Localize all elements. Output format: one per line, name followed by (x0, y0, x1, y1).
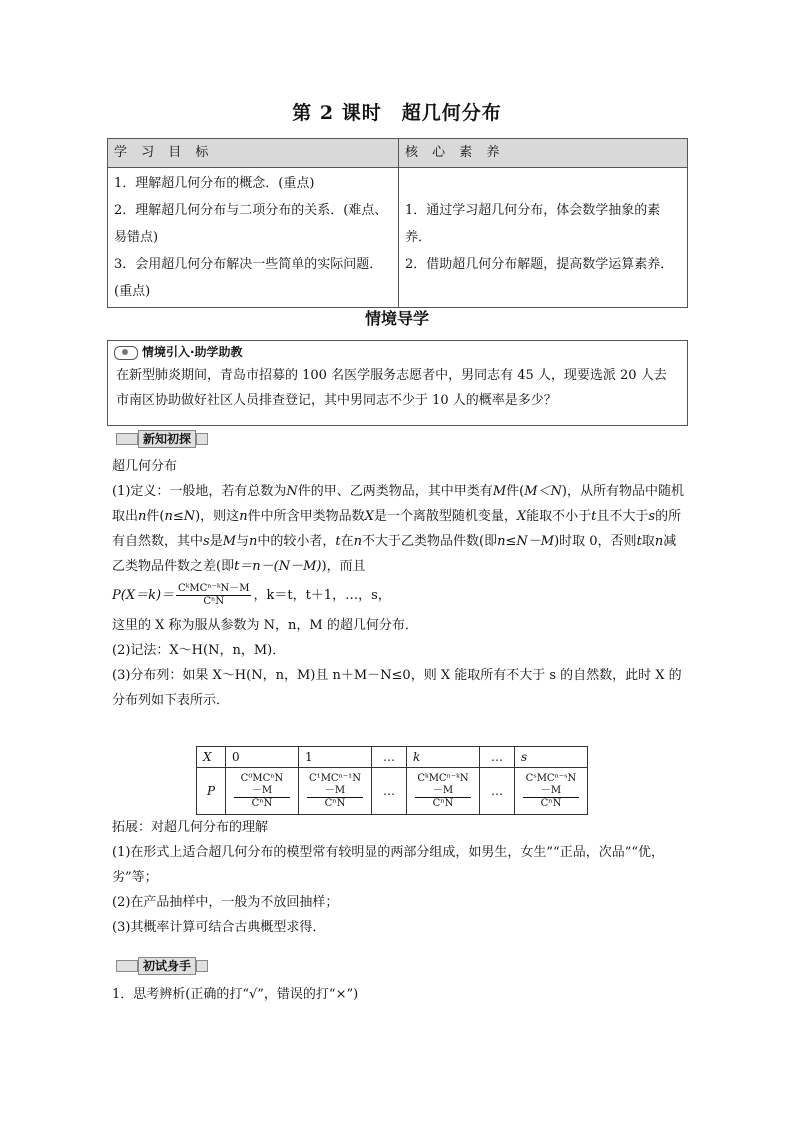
dist-cell: … (480, 747, 515, 768)
tag-new-label: 新知初探 (138, 430, 196, 448)
literacy-item: 2．借助超几何分布解题，提高数学运算素养． (405, 257, 674, 272)
intro-heading-text: 情境引入·助学助教 (142, 345, 243, 359)
dist-cell: 0 (226, 747, 299, 768)
tag-new-knowledge (116, 430, 208, 448)
dist-cell: P (197, 768, 226, 815)
dist-intro-2: 分布列如下表所示． (112, 693, 230, 708)
exercise-block (112, 982, 686, 1007)
dist-prob-cell: $\frac{\text{C¹MCⁿ⁻¹N－M}}{\text{CⁿN}}$ (299, 768, 372, 815)
pmf-formula: P(X＝k)＝ $\frac{\text{CᵏMCⁿ⁻ᵏN－M}}{\text{CⁿN}}$ ，k＝t，t＋1，…，s， (112, 583, 391, 607)
dist-cell: 1 (299, 747, 372, 768)
pointer-icon (114, 346, 138, 360)
goal-item: 2．理解超几何分布与二项分布的关系．(难点、易错点) (114, 203, 388, 245)
section-title: 情境导学 (364, 309, 429, 328)
extension-item: 劣”等； (112, 870, 158, 885)
goal-item: 3．会用超几何分布解决一些简单的实际问题．(重点) (114, 257, 383, 299)
dist-prob-cell: $\frac{\text{CˢMCⁿ⁻ˢN－M}}{\text{CⁿN}}$ (515, 768, 588, 815)
dist-cell: s (515, 747, 588, 768)
learning-goals-table (107, 138, 688, 308)
extension-block (112, 815, 686, 940)
intro-text: 在新型肺炎期间，青岛市招募的 100 名医学服务志愿者中，男同志有 45 人，现要选派 20 人去市南区协助做好社区人员排查登记，其中男同志不少于 10 人的概率是多少？ (116, 368, 667, 408)
goal-item: 1．理解超几何分布的概念．(重点) (114, 176, 315, 191)
extension-item: (2)在产品抽样中，一般为不放回抽样； (112, 895, 339, 910)
dist-cell: … (480, 768, 515, 815)
literacy-item: 1．通过学习超几何分布，体会数学抽象的素养． (405, 203, 661, 245)
goals-head-right: 核 心 素 养 (399, 139, 688, 168)
tag-try-label: 初试身手 (138, 957, 196, 975)
definition-text: (1)定义：一般地，若有总数为N件的甲、乙两类物品，其中甲类有M件(M＜N)，从所有物品中随机取出n件(n≤N)，则这n件中所含甲类物品数X是一个离散型随机变量，X能取不小于t且不大于s的所有自然数，其中s是M与n中的较小者，t在n不大于乙类物品件数(即n≤N－M)时取 0，否则t取n减乙类物品件数之差(即t＝n－(N－M))，而且 (112, 484, 684, 574)
dist-cell: … (372, 747, 407, 768)
dist-prob-cell: $\frac{\text{CᵏMCⁿ⁻ᵏN－M}}{\text{CⁿN}}$ (407, 768, 480, 815)
notation-line: (2)记法：X～H(N，n，M)． (112, 643, 286, 658)
extension-item: (1)在形式上适合超几何分布的模型常有较明显的两部分组成，如男生，女生”“正品，次品”“优， (112, 845, 664, 860)
intro-heading (108, 341, 687, 363)
extension-heading: 拓展：对超几何分布的理解 (112, 820, 269, 835)
extension-item: (3)其概率计算可结合古典概型求得． (112, 920, 326, 935)
page-title: 第 2 课时 超几何分布 (292, 102, 502, 124)
goals-right-cell (399, 168, 688, 308)
distribution-table (196, 746, 588, 815)
tag-try (116, 957, 208, 975)
exercise-1: 1．思考辨析(正确的打“√”，错误的打“×”) (112, 987, 359, 1002)
param-line: 这里的 X 称为服从参数为 N，n，M 的超几何分布． (112, 618, 418, 633)
intro-box (107, 340, 688, 426)
dist-cell: k (407, 747, 480, 768)
goals-left-cell (108, 168, 399, 308)
dist-cell: X (197, 747, 226, 768)
goals-head-left: 学 习 目 标 (108, 139, 399, 168)
dist-intro-1: (3)分布列：如果 X～H(N，n，M)且 n＋M－N≤0，则 X 能取所有不大于 s 的自然数，此时 X 的 (112, 668, 682, 683)
dist-cell: … (372, 768, 407, 815)
heading-hypergeo: 超几何分布 (112, 459, 178, 474)
dist-prob-cell: $\frac{\text{C⁰MCⁿN－M}}{\text{CⁿN}}$ (226, 768, 299, 815)
definition-block (112, 454, 686, 713)
